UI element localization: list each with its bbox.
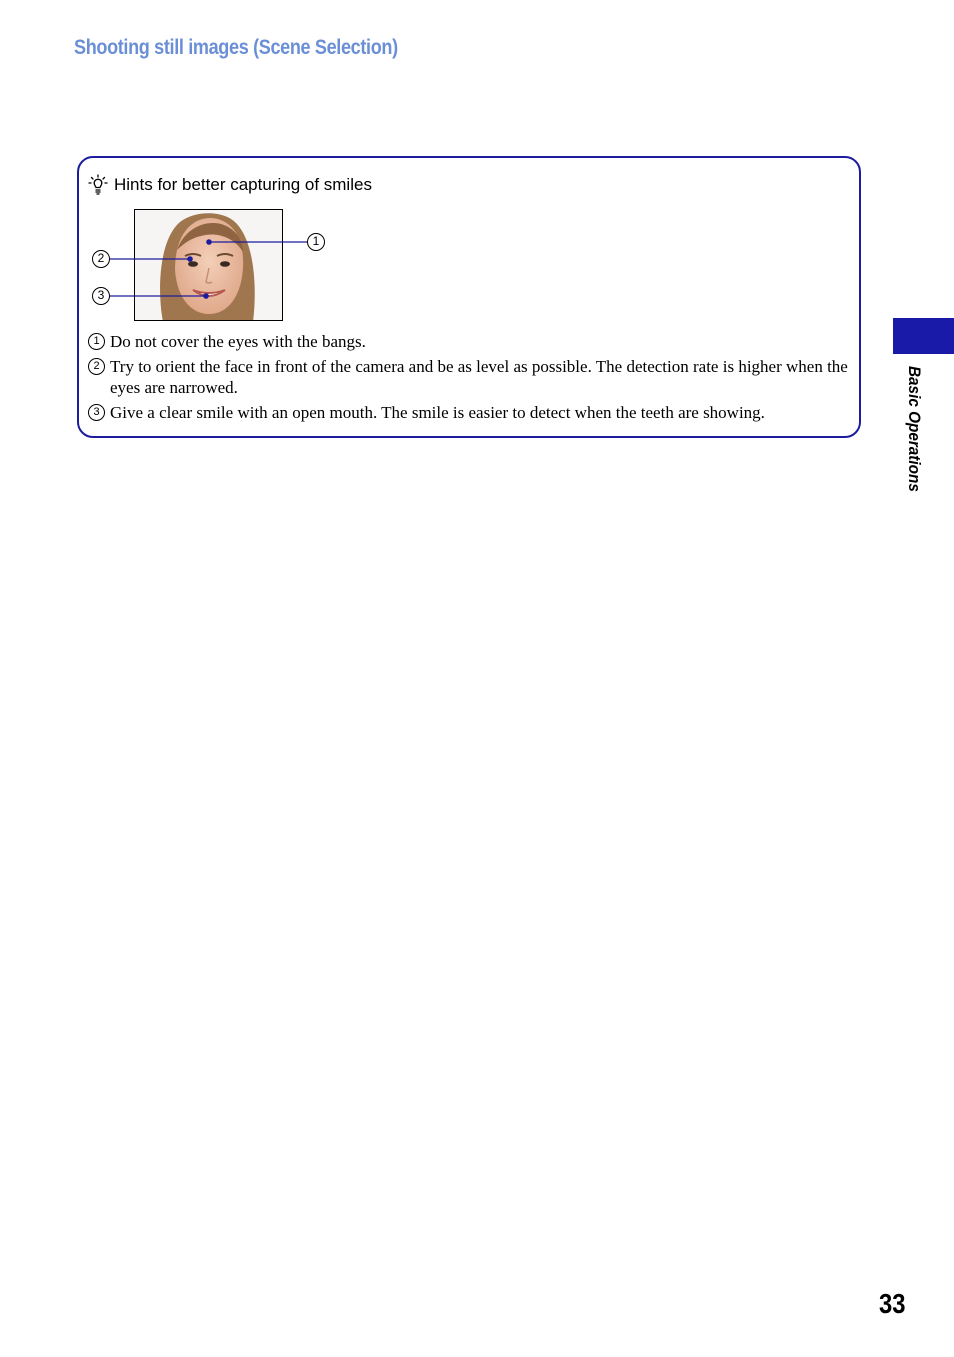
hint-item <box>88 402 848 423</box>
hint-item <box>88 331 848 352</box>
hint-item-text: Give a clear smile with an open mouth. The smile is easier to detect when the teeth are showing. <box>110 403 765 422</box>
hint-heading <box>88 174 372 196</box>
hint-list <box>88 331 848 427</box>
section-side-label: Basic Operations <box>905 366 924 492</box>
hint-item-text: Try to orient the face in front of the camera and be as level as possible. The detection rate is higher when the eyes are narrowed. <box>110 357 848 397</box>
page-section-title: Shooting still images (Scene Selection) <box>74 36 398 59</box>
smiling-face-photo <box>134 209 283 321</box>
hint-heading-text: Hints for better capturing of smiles <box>114 175 372 194</box>
page-number: 33 <box>879 1288 906 1319</box>
hint-item-text: Do not cover the eyes with the bangs. <box>110 332 366 351</box>
hint-item-number: 1 <box>88 333 105 350</box>
hint-item-number: 2 <box>88 358 105 375</box>
hint-item-number: 3 <box>88 404 105 421</box>
section-side-tab <box>893 318 954 354</box>
hint-item <box>88 356 848 398</box>
callout-number-2: 2 <box>92 250 110 268</box>
lightbulb-icon <box>88 174 108 196</box>
callout-number-1: 1 <box>307 233 325 251</box>
callout-number-3: 3 <box>92 287 110 305</box>
